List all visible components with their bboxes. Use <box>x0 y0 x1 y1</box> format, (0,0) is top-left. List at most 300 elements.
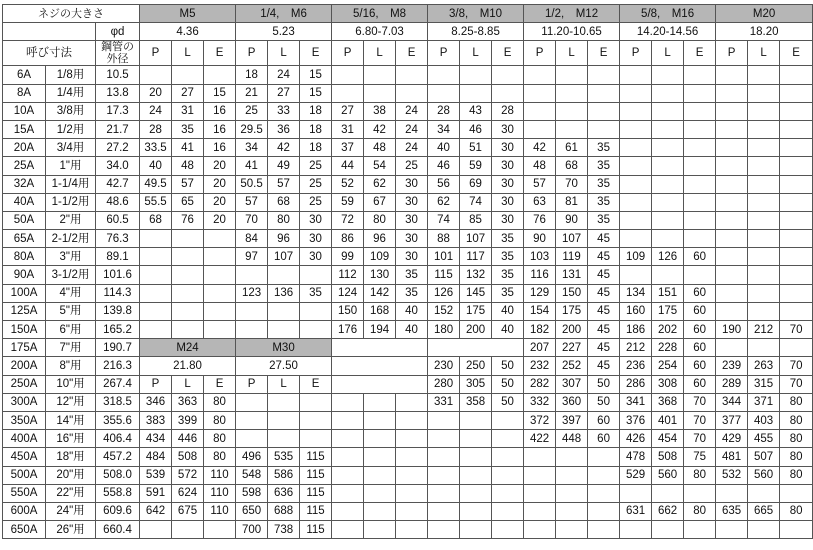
ple-header: L <box>556 41 588 66</box>
value-cell: 186 <box>620 321 652 339</box>
value-cell <box>268 430 300 448</box>
value-cell <box>428 411 460 429</box>
value-cell: 700 <box>236 521 268 539</box>
value-cell: 60 <box>684 284 716 302</box>
nominal-inch: 22"用 <box>46 484 96 502</box>
value-cell <box>524 466 556 484</box>
value-cell <box>556 484 588 502</box>
value-cell: 35 <box>396 284 428 302</box>
value-cell: 280 <box>428 375 460 393</box>
value-cell: 80 <box>204 411 236 429</box>
ple-header: E <box>300 375 332 393</box>
table-row <box>3 521 813 539</box>
value-cell <box>748 139 780 157</box>
value-cell <box>332 521 364 539</box>
nominal-a: 32A <box>3 175 46 193</box>
nominal-inch: 6"用 <box>46 321 96 339</box>
pipe-od: 457.2 <box>96 448 140 466</box>
value-cell <box>460 411 492 429</box>
value-cell: 62 <box>364 175 396 193</box>
value-cell: 40 <box>140 157 172 175</box>
table-row <box>3 266 813 284</box>
value-cell: 642 <box>140 502 172 520</box>
value-cell <box>364 448 396 466</box>
value-cell: 228 <box>652 339 684 357</box>
value-cell <box>748 84 780 102</box>
value-cell <box>652 230 684 248</box>
value-cell <box>460 466 492 484</box>
nominal-a: 8A <box>3 84 46 102</box>
pipe-od-label <box>96 41 140 66</box>
value-cell: 34 <box>236 139 268 157</box>
value-cell: 107 <box>460 230 492 248</box>
value-cell: 46 <box>428 157 460 175</box>
value-cell: 15 <box>300 84 332 102</box>
table-row <box>3 430 813 448</box>
nominal-a: 100A <box>3 284 46 302</box>
value-cell: 207 <box>524 339 556 357</box>
ple-header: E <box>300 41 332 66</box>
value-cell <box>524 502 556 520</box>
value-cell: 132 <box>460 266 492 284</box>
value-cell <box>620 139 652 157</box>
value-cell: 252 <box>556 357 588 375</box>
value-cell: 18 <box>300 139 332 157</box>
value-cell: 263 <box>748 357 780 375</box>
value-cell: 455 <box>748 430 780 448</box>
value-cell: 80 <box>268 211 300 229</box>
value-cell: 25 <box>396 157 428 175</box>
phi-d-value: 11.20-10.65 <box>524 23 620 41</box>
nominal-a: 300A <box>3 393 46 411</box>
value-cell <box>620 521 652 539</box>
value-cell <box>716 266 748 284</box>
table-row <box>3 139 813 157</box>
nominal-a: 10A <box>3 102 46 120</box>
value-cell <box>524 521 556 539</box>
value-cell: 190 <box>716 321 748 339</box>
value-cell <box>300 411 332 429</box>
value-cell: 35 <box>492 248 524 266</box>
value-cell: 70 <box>236 211 268 229</box>
value-cell: 90 <box>556 211 588 229</box>
value-cell: 194 <box>364 321 396 339</box>
value-cell <box>684 211 716 229</box>
nominal-a: 400A <box>3 430 46 448</box>
table-row <box>3 175 813 193</box>
value-cell <box>332 484 364 502</box>
value-cell: 80 <box>780 466 813 484</box>
value-cell: 27 <box>172 84 204 102</box>
ple-header: P <box>620 41 652 66</box>
nominal-inch: 24"用 <box>46 502 96 520</box>
value-cell <box>780 66 813 84</box>
value-cell <box>780 84 813 102</box>
value-cell <box>684 120 716 138</box>
value-cell <box>492 448 524 466</box>
value-cell <box>140 302 172 320</box>
value-cell: 33 <box>268 102 300 120</box>
pipe-od: 139.8 <box>96 302 140 320</box>
pipe-od: 42.7 <box>96 175 140 193</box>
value-cell: 70 <box>556 175 588 193</box>
pipe-od: 609.6 <box>96 502 140 520</box>
value-cell: 358 <box>460 393 492 411</box>
value-cell <box>748 339 780 357</box>
value-cell <box>140 284 172 302</box>
nominal-a: 250A <box>3 375 46 393</box>
value-cell <box>396 393 428 411</box>
value-cell: 81 <box>556 193 588 211</box>
value-cell: 232 <box>524 357 556 375</box>
value-cell: 60 <box>588 430 620 448</box>
value-cell <box>364 430 396 448</box>
value-cell: 478 <box>620 448 652 466</box>
value-cell: 250 <box>460 357 492 375</box>
value-cell: 429 <box>716 430 748 448</box>
value-cell <box>332 466 364 484</box>
value-cell: 282 <box>524 375 556 393</box>
table-row <box>3 248 813 266</box>
value-cell <box>620 230 652 248</box>
value-cell: 80 <box>684 502 716 520</box>
value-cell <box>460 484 492 502</box>
value-cell <box>620 66 652 84</box>
value-cell <box>652 193 684 211</box>
value-cell: 20 <box>204 193 236 211</box>
value-cell <box>428 66 460 84</box>
value-cell: 30 <box>492 175 524 193</box>
value-cell <box>780 139 813 157</box>
value-cell <box>172 321 204 339</box>
value-cell: 61 <box>556 139 588 157</box>
nominal-inch: 1-1/2用 <box>46 193 96 211</box>
value-cell: 80 <box>780 430 813 448</box>
value-cell <box>268 266 300 284</box>
value-cell: 30 <box>492 193 524 211</box>
value-cell: 115 <box>300 484 332 502</box>
header-row-ple <box>3 41 813 66</box>
value-cell <box>780 230 813 248</box>
value-cell <box>140 248 172 266</box>
value-cell: 68 <box>140 211 172 229</box>
value-cell: 145 <box>460 284 492 302</box>
value-cell: 45 <box>588 339 620 357</box>
value-cell: 25 <box>300 157 332 175</box>
value-cell <box>428 448 460 466</box>
pipe-od: 60.5 <box>96 211 140 229</box>
nominal-a: 350A <box>3 411 46 429</box>
value-cell: 426 <box>620 430 652 448</box>
value-cell: 50 <box>588 393 620 411</box>
value-cell: 30 <box>492 139 524 157</box>
value-cell: 130 <box>364 266 396 284</box>
value-cell: 227 <box>556 339 588 357</box>
value-cell <box>332 411 364 429</box>
value-cell <box>492 502 524 520</box>
nominal-inch: 5"用 <box>46 302 96 320</box>
value-cell: 30 <box>396 175 428 193</box>
value-cell: 27 <box>268 84 300 102</box>
value-cell: 70 <box>684 393 716 411</box>
value-cell: 76 <box>172 211 204 229</box>
value-cell <box>396 521 428 539</box>
value-cell: 25 <box>236 102 268 120</box>
value-cell <box>684 102 716 120</box>
value-cell: 508 <box>652 448 684 466</box>
ple-header: L <box>652 41 684 66</box>
table-row <box>3 284 813 302</box>
value-cell <box>460 430 492 448</box>
value-cell: 38 <box>364 102 396 120</box>
value-cell: 60 <box>684 321 716 339</box>
value-cell <box>332 502 364 520</box>
value-cell <box>556 502 588 520</box>
value-cell: 37 <box>332 139 364 157</box>
value-cell: 422 <box>524 430 556 448</box>
value-cell <box>364 393 396 411</box>
value-cell <box>236 302 268 320</box>
nominal-inch: 3/8用 <box>46 102 96 120</box>
value-cell: 110 <box>204 466 236 484</box>
value-cell: 35 <box>588 139 620 157</box>
value-cell: 160 <box>620 302 652 320</box>
value-cell <box>748 302 780 320</box>
value-cell: 45 <box>588 266 620 284</box>
phi-d-label: φd <box>96 23 140 41</box>
value-cell: 650 <box>236 502 268 520</box>
value-cell: 42 <box>364 120 396 138</box>
pipe-od: 13.8 <box>96 84 140 102</box>
ple-header: E <box>396 41 428 66</box>
value-cell <box>684 157 716 175</box>
value-cell: 397 <box>556 411 588 429</box>
value-cell <box>524 120 556 138</box>
value-cell <box>396 430 428 448</box>
table-row <box>3 211 813 229</box>
value-cell: 363 <box>172 393 204 411</box>
value-cell <box>652 521 684 539</box>
nominal-inch: 18"用 <box>46 448 96 466</box>
value-cell: 332 <box>524 393 556 411</box>
value-cell: 57 <box>172 175 204 193</box>
size-group-header: 3/8, M10 <box>428 5 524 23</box>
value-cell <box>780 193 813 211</box>
value-cell <box>396 484 428 502</box>
value-cell <box>684 66 716 84</box>
value-cell <box>492 521 524 539</box>
value-cell <box>332 430 364 448</box>
value-cell <box>588 120 620 138</box>
value-cell: 631 <box>620 502 652 520</box>
value-cell <box>332 66 364 84</box>
nominal-inch: 1/4用 <box>46 84 96 102</box>
value-cell <box>588 448 620 466</box>
ple-header: E <box>204 375 236 393</box>
value-cell: 30 <box>396 211 428 229</box>
value-cell: 176 <box>332 321 364 339</box>
pipe-od: 17.3 <box>96 102 140 120</box>
value-cell: 535 <box>268 448 300 466</box>
value-cell: 25 <box>300 175 332 193</box>
nominal-inch: 3"用 <box>46 248 96 266</box>
value-cell: 539 <box>140 466 172 484</box>
value-cell: 115 <box>300 521 332 539</box>
value-cell: 572 <box>172 466 204 484</box>
value-cell <box>716 193 748 211</box>
table-row <box>3 66 813 84</box>
value-cell: 28 <box>428 102 460 120</box>
value-cell <box>716 521 748 539</box>
value-cell: 48 <box>364 139 396 157</box>
value-cell: 80 <box>780 393 813 411</box>
value-cell: 33.5 <box>140 139 172 157</box>
value-cell: 16 <box>204 139 236 157</box>
value-cell: 30 <box>300 211 332 229</box>
value-cell: 109 <box>620 248 652 266</box>
table-row <box>3 502 813 520</box>
nominal-inch: 7"用 <box>46 339 96 357</box>
value-cell: 31 <box>172 102 204 120</box>
value-cell: 481 <box>716 448 748 466</box>
value-cell <box>236 266 268 284</box>
value-cell <box>364 84 396 102</box>
value-cell: 175 <box>556 302 588 320</box>
value-cell: 24 <box>396 120 428 138</box>
value-cell: 29.5 <box>236 120 268 138</box>
value-cell <box>556 448 588 466</box>
value-cell: 115 <box>300 466 332 484</box>
ple-header: P <box>524 41 556 66</box>
value-cell <box>428 430 460 448</box>
value-cell: 30 <box>300 230 332 248</box>
value-cell: 55.5 <box>140 193 172 211</box>
value-cell <box>236 393 268 411</box>
ple-header: E <box>204 41 236 66</box>
pipe-od: 508.0 <box>96 466 140 484</box>
value-cell <box>684 175 716 193</box>
value-cell <box>652 84 684 102</box>
value-cell <box>780 211 813 229</box>
value-cell: 60 <box>684 339 716 357</box>
value-cell <box>716 157 748 175</box>
nominal-inch: 16"用 <box>46 430 96 448</box>
value-cell <box>396 84 428 102</box>
value-cell <box>492 411 524 429</box>
nominal-a: 20A <box>3 139 46 157</box>
value-cell <box>524 102 556 120</box>
value-cell <box>684 139 716 157</box>
nominal-inch: 26"用 <box>46 521 96 539</box>
nominal-a: 90A <box>3 266 46 284</box>
table-row <box>3 230 813 248</box>
ple-header: P <box>236 375 268 393</box>
value-cell: 54 <box>364 157 396 175</box>
ple-header: L <box>268 375 300 393</box>
pipe-od: 406.4 <box>96 430 140 448</box>
value-cell: 35 <box>172 120 204 138</box>
value-cell: 30 <box>492 157 524 175</box>
value-cell <box>780 120 813 138</box>
value-cell: 75 <box>684 448 716 466</box>
value-cell: 15 <box>204 84 236 102</box>
pipe-od: 165.2 <box>96 321 140 339</box>
value-cell <box>460 448 492 466</box>
value-cell: 45 <box>588 230 620 248</box>
value-cell <box>748 211 780 229</box>
value-cell <box>492 430 524 448</box>
value-cell: 25 <box>300 193 332 211</box>
value-cell: 35 <box>396 266 428 284</box>
value-cell: 96 <box>268 230 300 248</box>
table-row <box>3 157 813 175</box>
value-cell <box>748 102 780 120</box>
value-cell <box>364 521 396 539</box>
table-row <box>3 339 813 357</box>
nominal-inch: 20"用 <box>46 466 96 484</box>
value-cell: 344 <box>716 393 748 411</box>
value-cell: 63 <box>524 193 556 211</box>
value-cell: 60 <box>588 411 620 429</box>
value-cell: 35 <box>300 284 332 302</box>
value-cell <box>780 175 813 193</box>
value-cell: 307 <box>556 375 588 393</box>
value-cell: 45 <box>588 284 620 302</box>
value-cell: 636 <box>268 484 300 502</box>
value-cell <box>652 157 684 175</box>
table-row <box>3 375 813 393</box>
value-cell <box>556 120 588 138</box>
value-cell: 635 <box>716 502 748 520</box>
value-cell <box>300 266 332 284</box>
value-cell <box>748 484 780 502</box>
value-cell: 41 <box>236 157 268 175</box>
value-cell <box>204 66 236 84</box>
header-row-phi <box>3 23 813 41</box>
value-cell <box>428 84 460 102</box>
value-cell: 484 <box>140 448 172 466</box>
value-cell: 289 <box>716 375 748 393</box>
nominal-a: 450A <box>3 448 46 466</box>
size-group-header: M30 <box>236 339 332 357</box>
nominal-inch: 2-1/2用 <box>46 230 96 248</box>
pipe-od: 660.4 <box>96 521 140 539</box>
value-cell: 59 <box>332 193 364 211</box>
value-cell <box>460 502 492 520</box>
value-cell <box>428 502 460 520</box>
table-row <box>3 321 813 339</box>
phi-d-value: 4.36 <box>140 23 236 41</box>
value-cell <box>716 102 748 120</box>
value-cell <box>652 120 684 138</box>
value-cell: 35 <box>588 193 620 211</box>
value-cell: 49.5 <box>140 175 172 193</box>
value-cell: 40 <box>492 302 524 320</box>
value-cell <box>652 139 684 157</box>
ple-header: L <box>172 41 204 66</box>
value-cell: 80 <box>204 430 236 448</box>
value-cell <box>748 521 780 539</box>
ple-header: P <box>332 41 364 66</box>
value-cell: 50.5 <box>236 175 268 193</box>
nominal-a: 50A <box>3 211 46 229</box>
value-cell <box>748 284 780 302</box>
value-cell <box>204 230 236 248</box>
value-cell: 48 <box>172 157 204 175</box>
value-cell: 31 <box>332 120 364 138</box>
value-cell <box>780 157 813 175</box>
nominal-a: 175A <box>3 339 46 357</box>
